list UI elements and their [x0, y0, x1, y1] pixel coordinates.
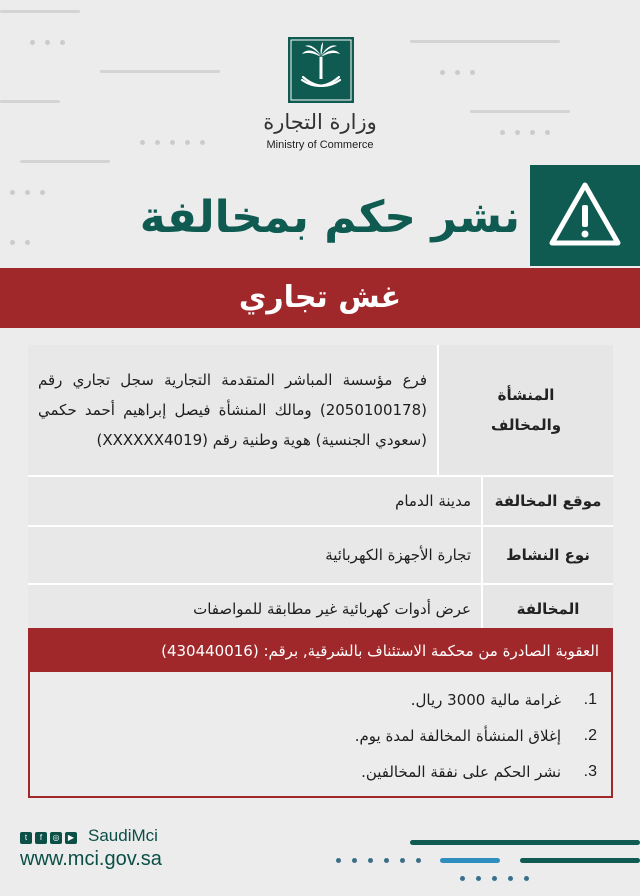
penalty-list: [30, 672, 611, 790]
violation-type: غش تجاري: [238, 280, 402, 315]
decor-dot: [524, 876, 529, 881]
row-label: المنشأة والمخالف: [437, 345, 613, 475]
row-value: مدينة الدمام: [28, 477, 481, 525]
warning-box: [530, 165, 640, 266]
decor-dot: [336, 858, 341, 863]
social-handle[interactable]: SaudiMci: [88, 826, 158, 845]
row-label: نوع النشاط: [481, 527, 613, 583]
decor-dot: [352, 858, 357, 863]
item-number: 2.: [583, 727, 597, 744]
row-value: فرع مؤسسة المباشر المتقدمة التجارية سجل تجاري رقم (2050100178) ومالك المنشأة فيصل إبراهيم أحمد حكمي (سعودي الجنسية) هوية وطنية رقم (XXXXXX4019): [28, 345, 437, 475]
ministry-emblem: [288, 37, 354, 103]
decor-dot: [185, 140, 190, 145]
facebook-icon[interactable]: f: [35, 832, 47, 844]
decor-dash: [0, 100, 60, 103]
penalty-section: [28, 628, 613, 798]
social-icons: [20, 832, 77, 844]
item-text: إغلاق المنشأة المخالفة لمدة يوم.: [354, 727, 561, 745]
decor-dot: [400, 858, 405, 863]
decor-dot: [170, 140, 175, 145]
item-text: نشر الحكم على نفقة المخالفين.: [361, 763, 561, 781]
list-item: [30, 754, 597, 790]
footer-decor-line: [520, 858, 640, 863]
decor-dot: [384, 858, 389, 863]
footer-decor-line: [440, 858, 500, 863]
row-label: موقع المخالفة: [481, 477, 613, 525]
row-label: المخالفة: [481, 585, 613, 633]
palm-swords-icon: [288, 37, 354, 103]
ministry-name-ar: وزارة التجارة: [263, 110, 377, 134]
details-table: [28, 345, 613, 633]
decor-dot: [460, 876, 465, 881]
item-text: غرامة مالية 3000 ريال.: [410, 691, 561, 709]
table-row: [28, 477, 613, 527]
row-value: عرض أدوات كهربائية غير مطابقة للمواصفات: [28, 585, 481, 633]
decor-dot: [476, 876, 481, 881]
decor-dot: [30, 40, 35, 45]
list-item: [30, 682, 597, 718]
decor-dash: [410, 40, 560, 43]
decor-dot: [500, 130, 505, 135]
decor-dot: [515, 130, 520, 135]
instagram-icon[interactable]: ◎: [50, 832, 62, 844]
decor-dot: [455, 70, 460, 75]
decor-dot: [200, 140, 205, 145]
item-number: 1.: [583, 691, 597, 708]
ministry-name-en: Ministry of Commerce: [266, 139, 374, 151]
decor-dot: [508, 876, 513, 881]
decor-dash: [20, 160, 110, 163]
violation-type-banner: [0, 268, 640, 328]
decor-dot: [416, 858, 421, 863]
row-value: تجارة الأجهزة الكهربائية: [28, 527, 481, 583]
decor-dot: [140, 140, 145, 145]
twitter-icon[interactable]: t: [20, 832, 32, 844]
footer-decor-line: [410, 840, 640, 845]
decor-dot: [155, 140, 160, 145]
decor-dot: [530, 130, 535, 135]
decor-dot: [10, 240, 15, 245]
decor-dot: [470, 70, 475, 75]
table-row: [28, 345, 613, 477]
decor-dot: [60, 40, 65, 45]
warning-icon: [530, 165, 640, 266]
table-row: [28, 527, 613, 585]
decor-dot: [368, 858, 373, 863]
page-title: نشر حكم بمخالفة: [139, 192, 520, 243]
decor-dot: [10, 190, 15, 195]
website-link[interactable]: www.mci.gov.sa: [20, 848, 162, 870]
decor-dash: [100, 70, 220, 73]
decor-dash: [0, 10, 80, 13]
decor-dot: [492, 876, 497, 881]
decor-dot: [45, 40, 50, 45]
item-number: 3.: [583, 763, 597, 780]
penalty-heading: العقوبة الصادرة من محكمة الاستئناف بالشرقية, برقم: (430440016): [30, 630, 611, 672]
decor-dot: [545, 130, 550, 135]
decor-dot: [440, 70, 445, 75]
decor-dash: [470, 110, 570, 113]
youtube-icon[interactable]: ▶: [65, 832, 77, 844]
list-item: [30, 718, 597, 754]
table-row: [28, 585, 613, 633]
